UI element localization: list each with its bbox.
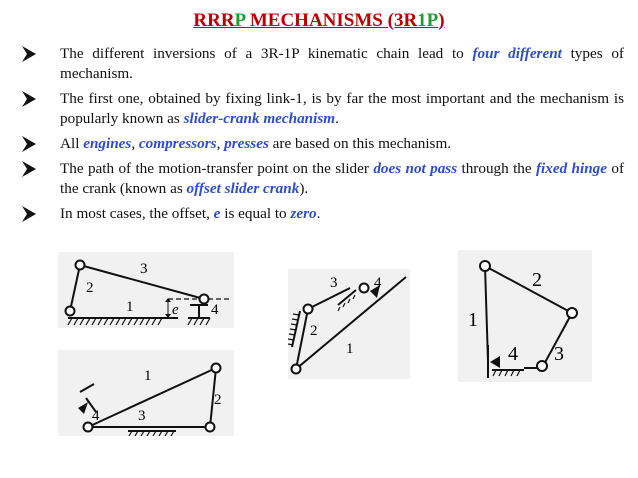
link-label-1: 1	[346, 341, 354, 357]
link-label-4: 4	[374, 275, 382, 291]
link-label-2: 2	[214, 392, 222, 408]
link-label-2: 2	[310, 323, 318, 339]
link-label-4: 4	[508, 343, 518, 365]
figure-offset-slider-crank	[58, 252, 234, 328]
bullet-item: In most cases, the offset, e is equal to zero.	[12, 204, 624, 224]
arrowhead-bullet-icon	[22, 206, 36, 222]
link-label-4: 4	[92, 408, 100, 424]
figure-inversion-3	[458, 250, 592, 382]
bullet-item: The path of the motion-transfer point on the slider does not pass through the fixed hinge of the crank (known as offset slider crank).	[12, 159, 624, 199]
link-label-4: 4	[211, 302, 219, 318]
bullet-item: All engines, compressors, presses are based on this mechanism.	[12, 134, 624, 154]
arrowhead-bullet-icon	[22, 46, 36, 62]
arrowhead-bullet-icon	[22, 136, 36, 152]
link-label-3: 3	[554, 343, 564, 365]
offset-label-e: e	[172, 302, 179, 318]
link-label-3: 3	[330, 275, 338, 291]
link-label-1: 1	[126, 299, 134, 315]
link-label-2: 2	[86, 280, 94, 296]
figure-inversion-4	[58, 350, 234, 436]
bullet-item: The first one, obtained by fixing link-1, is by far the most important and the mechanism is popularly known as slider-crank mechanism.	[12, 89, 624, 129]
arrowhead-bullet-icon	[22, 161, 36, 177]
slide-title: RRRP MECHANISMS (3R1P)	[193, 10, 445, 31]
link-label-3: 3	[138, 408, 146, 424]
bullet-list	[12, 44, 624, 229]
link-label-2: 2	[532, 269, 542, 291]
link-label-1: 1	[144, 368, 152, 384]
arrowhead-bullet-icon	[22, 91, 36, 107]
link-label-1: 1	[468, 309, 478, 331]
link-label-3: 3	[140, 261, 148, 277]
bullet-item: The different inversions of a 3R-1P kinematic chain lead to four different types of mechanism.	[12, 44, 624, 84]
figure-inversion-2	[288, 269, 410, 379]
